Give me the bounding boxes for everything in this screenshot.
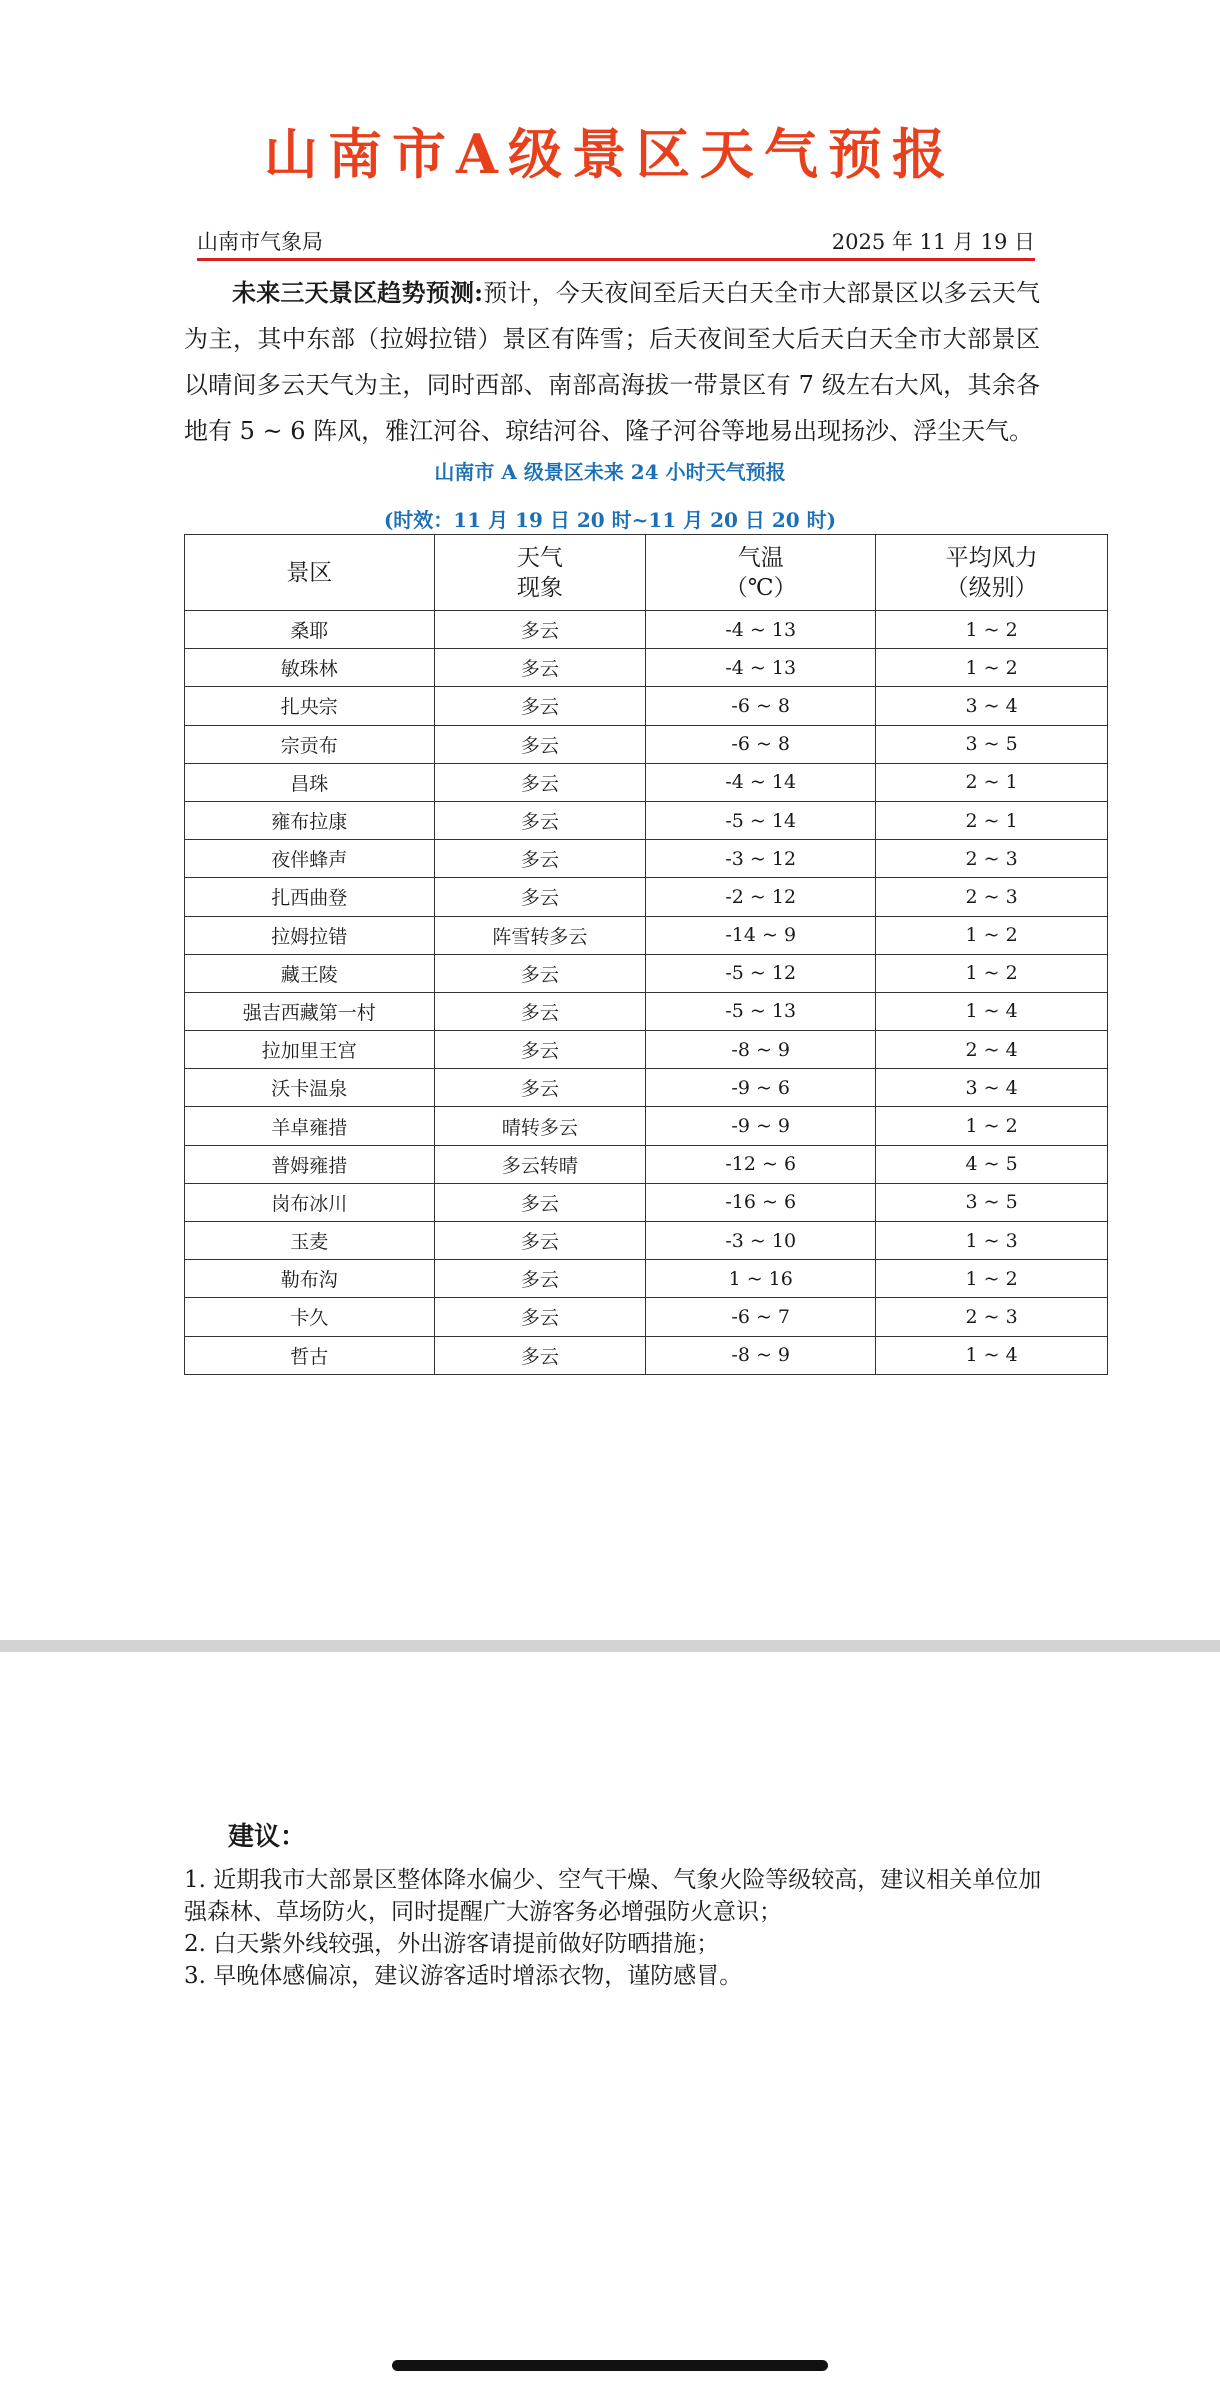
cell-spot: 桑耶 [185,611,435,649]
table-row [185,725,1108,763]
section-divider [0,1640,1220,1652]
table-row [185,1145,1108,1183]
cell-temp: 1 ~ 16 [646,1260,876,1298]
cell-weather: 多云 [434,1298,646,1336]
cell-weather: 多云 [434,763,646,801]
issuer-row [197,228,1035,256]
table-row [185,1222,1108,1260]
cell-temp: -9 ~ 9 [646,1107,876,1145]
cell-wind: 4 ~ 5 [876,1145,1108,1183]
cell-wind: 3 ~ 5 [876,725,1108,763]
header-wind: 平均风力 （级别） [876,535,1108,611]
table-row [185,763,1108,801]
cell-wind: 1 ~ 2 [876,649,1108,687]
cell-temp: -6 ~ 7 [646,1298,876,1336]
cell-wind: 1 ~ 2 [876,611,1108,649]
cell-weather: 多云 [434,687,646,725]
cell-wind: 3 ~ 4 [876,1069,1108,1107]
cell-spot: 岗布冰川 [185,1183,435,1221]
cell-wind: 2 ~ 4 [876,1031,1108,1069]
document-title: 山南市A级景区天气预报 [264,122,956,186]
cell-wind: 1 ~ 2 [876,954,1108,992]
cell-spot: 拉加里王宫 [185,1031,435,1069]
table-row [185,1183,1108,1221]
issuer-name: 山南市气象局 [197,230,323,254]
table-subtitle: (时效：11 月 19 日 20 时~11 月 20 日 20 时) [383,508,837,532]
cell-temp: -3 ~ 10 [646,1222,876,1260]
cell-wind: 3 ~ 5 [876,1183,1108,1221]
cell-spot: 哲古 [185,1336,435,1374]
cell-weather: 多云 [434,878,646,916]
cell-spot: 扎央宗 [185,687,435,725]
cell-wind: 3 ~ 4 [876,687,1108,725]
cell-wind: 2 ~ 1 [876,801,1108,839]
cell-weather: 多云 [434,1222,646,1260]
table-row [185,1298,1108,1336]
cell-weather: 多云 [434,649,646,687]
table-body [185,611,1108,1375]
table-row [185,1336,1108,1374]
table-row [185,1069,1108,1107]
cell-spot: 昌珠 [185,763,435,801]
table-row [185,687,1108,725]
advice-item: 2. 白天紫外线较强，外出游客请提前做好防晒措施； [184,1931,720,1957]
home-indicator[interactable] [392,2360,828,2371]
cell-wind: 2 ~ 3 [876,840,1108,878]
cell-temp: -3 ~ 12 [646,840,876,878]
cell-temp: -6 ~ 8 [646,687,876,725]
cell-spot: 勒布沟 [185,1260,435,1298]
cell-weather: 多云转晴 [434,1145,646,1183]
cell-temp: -4 ~ 13 [646,611,876,649]
table-row [185,611,1108,649]
forecast-table [184,534,1108,1375]
advice-item: 1. 近期我市大部景区整体降水偏少、空气干燥、气象火险等级较高，建议相关单位加强森林、草场防火，同时提醒广大游客务必增强防火意识； [184,1867,1042,1925]
issue-date: 2025 年 11 月 19 日 [831,230,1035,254]
cell-temp: -2 ~ 12 [646,878,876,916]
cell-temp: -12 ~ 6 [646,1145,876,1183]
cell-spot: 卡久 [185,1298,435,1336]
cell-weather: 多云 [434,954,646,992]
trend-label: 未来三天景区趋势预测: [232,278,484,307]
cell-wind: 2 ~ 1 [876,763,1108,801]
cell-weather: 多云 [434,992,646,1030]
table-row [185,649,1108,687]
cell-wind: 1 ~ 2 [876,1260,1108,1298]
cell-wind: 1 ~ 2 [876,1107,1108,1145]
table-row [185,954,1108,992]
header-spot: 景区 [185,535,435,611]
cell-wind: 2 ~ 3 [876,1298,1108,1336]
cell-temp: -8 ~ 9 [646,1031,876,1069]
cell-spot: 强吉西藏第一村 [185,992,435,1030]
cell-wind: 1 ~ 3 [876,1222,1108,1260]
cell-temp: -4 ~ 14 [646,763,876,801]
advice-list [184,1864,1044,1992]
table-title: 山南市 A 级景区未来 24 小时天气预报 [434,460,786,484]
cell-weather: 多云 [434,1069,646,1107]
header-weather: 天气 现象 [434,535,646,611]
advice-heading: 建议： [228,1822,307,1852]
table-row [185,878,1108,916]
table-row [185,801,1108,839]
cell-weather: 晴转多云 [434,1107,646,1145]
cell-spot: 夜伴蜂声 [185,840,435,878]
header-divider [197,258,1035,261]
cell-wind: 2 ~ 3 [876,878,1108,916]
cell-temp: -5 ~ 12 [646,954,876,992]
cell-temp: -16 ~ 6 [646,1183,876,1221]
cell-spot: 沃卡温泉 [185,1069,435,1107]
cell-temp: -6 ~ 8 [646,725,876,763]
cell-weather: 阵雪转多云 [434,916,646,954]
table-row [185,840,1108,878]
cell-weather: 多云 [434,840,646,878]
cell-spot: 宗贡布 [185,725,435,763]
cell-temp: -4 ~ 13 [646,649,876,687]
table-row [185,1031,1108,1069]
cell-temp: -9 ~ 6 [646,1069,876,1107]
table-row [185,1260,1108,1298]
cell-temp: -5 ~ 14 [646,801,876,839]
cell-weather: 多云 [434,611,646,649]
cell-weather: 多云 [434,1260,646,1298]
table-header-row [185,535,1108,611]
cell-spot: 羊卓雍措 [185,1107,435,1145]
cell-weather: 多云 [434,725,646,763]
cell-weather: 多云 [434,1183,646,1221]
cell-temp: -5 ~ 13 [646,992,876,1030]
cell-weather: 多云 [434,1336,646,1374]
cell-spot: 敏珠林 [185,649,435,687]
advice-item: 3. 早晚体感偏凉，建议游客适时增添衣物，谨防感冒。 [184,1963,743,1989]
header-temp: 气温 （℃） [646,535,876,611]
trend-paragraph [184,270,1040,454]
table-row [185,992,1108,1030]
cell-weather: 多云 [434,801,646,839]
cell-spot: 雍布拉康 [185,801,435,839]
table-row [185,1107,1108,1145]
cell-spot: 普姆雍措 [185,1145,435,1183]
cell-spot: 玉麦 [185,1222,435,1260]
trend-text: 预计，今天夜间至后天白天全市大部景区以多云天气为主，其中东部（拉姆拉错）景区有阵雪；后天夜间至大后天白天全市大部景区以晴间多云天气为主，同时西部、南部高海拔一带景区有 7 级左右大风，其余各地有 5 ~ 6 阵风，雅江河谷、琼结河谷、隆子河谷等地易出现扬沙、浮尘天气。 [184,279,1041,445]
cell-wind: 1 ~ 4 [876,1336,1108,1374]
cell-spot: 扎西曲登 [185,878,435,916]
cell-wind: 1 ~ 2 [876,916,1108,954]
cell-spot: 藏王陵 [185,954,435,992]
cell-wind: 1 ~ 4 [876,992,1108,1030]
cell-temp: -8 ~ 9 [646,1336,876,1374]
cell-weather: 多云 [434,1031,646,1069]
cell-temp: -14 ~ 9 [646,916,876,954]
table-row [185,916,1108,954]
cell-spot: 拉姆拉错 [185,916,435,954]
